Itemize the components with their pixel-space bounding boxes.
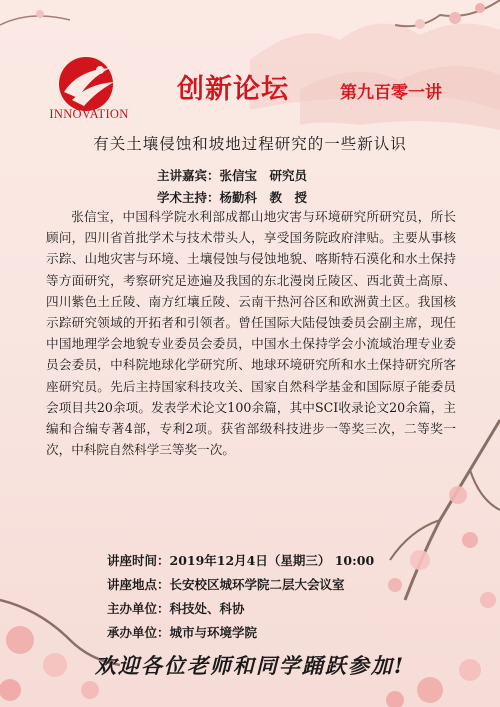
- speaker-line: 主讲嘉宾：张信宝 研究员: [157, 168, 308, 183]
- lecture-location: 讲座地点：长安校区城环学院二层大会议室: [107, 577, 345, 592]
- logo-text: INNOVATION: [49, 107, 129, 121]
- lecture-time: 讲座时间：2019年12月4日（星期三） 10:00: [107, 553, 375, 568]
- organizer: 主办单位：科技处、科协: [107, 601, 245, 616]
- host-unit: 承办单位：城市与环境学院: [107, 625, 258, 640]
- welcome-message: 欢迎各位老师和同学踊跃参加!: [94, 653, 406, 678]
- speaker-biography: 张信宝，中国科学院水利部成都山地灾害与环境研究所研究员，所长顾问，四川省首批学术与技术带头人，享受国务院政府津贴。主要从事核示踪、山地灾害与环境、土壤侵蚀与侵蚀地貌、喀斯特石漠化和水土保持等方面研究，考察研究足迹遍及我国的东北漫岗丘陵区、西北黄土高原、四川紫色土丘陵、南方红壤丘陵、云南干热河谷区和欧洲黄土区。我国核示踪研究领域的开拓者和引领者。曾任国际大陆侵蚀委员会副主席，现任中国地理学会地貌专业委员会委员，中国水土保持学会小流域治理专业委员会委员，中科院地球化学研究所、地球环境研究所和水土保持研究所客座研究员。先后主持国家科技攻关、国家自然科学基金和国际原子能委员会项目共20余项。发表学术论文100余篇，其中SCI收录论文20余篇，主编和合编专著4部，专利2项。获省部级科技进步一等奖三次，二等奖一次，中科院自然科学三等奖一次。: [46, 209, 456, 458]
- host-line: 学术主持：杨勤科 教 授: [157, 190, 308, 205]
- forum-title: 创新论坛: [177, 74, 289, 105]
- talk-title: 有关土壤侵蚀和坡地过程研究的一些新认识: [93, 135, 407, 153]
- lecture-number: 第九百零一讲: [340, 83, 442, 103]
